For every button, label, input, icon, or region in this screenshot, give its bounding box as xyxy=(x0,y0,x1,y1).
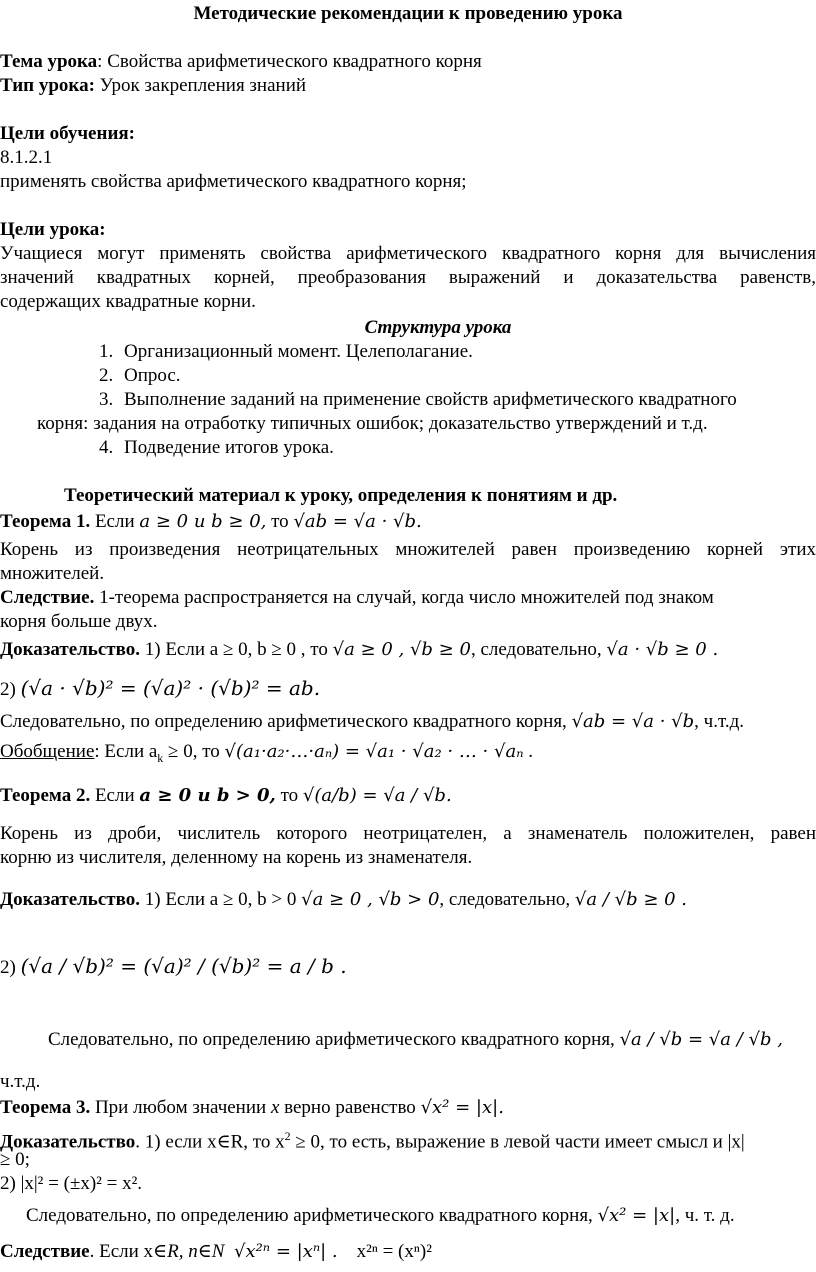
proof-3-step-2: 2) |x|² = (±x)² = x². xyxy=(0,1173,143,1194)
structure-item-3: 3. Выполнение заданий на применение свойств арифметического квадратного xyxy=(99,389,737,410)
type-value: Урок закрепления знаний xyxy=(94,75,307,96)
type-label: Тип урока: xyxy=(0,75,95,96)
proof-2-end: ч.т.д. xyxy=(0,1071,41,1092)
proof-3-step-1: Доказательство. 1) если x∈R, то $x^2 \ge 0$, то есть, выражение в левой части имеет смысл и |x| xyxy=(0,1129,745,1153)
theorem-1-formula: √ab = √a · √b. xyxy=(293,511,422,532)
structure-item-3-cont: корня: задания на отработку типичных ошибок; доказательство утверждений и т.д. xyxy=(37,413,708,434)
proof-3-conclusion: Следовательно, по определению арифметического квадратного корня, √x² = |x|, ч. т. д. xyxy=(26,1205,735,1226)
proof-2-step-1: Доказательство. 1) Если a ≥ 0, b > 0 √a ≥ 0 , √b > 0, следовательно, √a / √b ≥ 0 . xyxy=(0,889,688,910)
proof-2-step-2: 2) (√a / √b)² = (√a)² / (√b)² = a / b . xyxy=(0,954,347,978)
topic-value: : Свойства арифметического квадратного корня xyxy=(97,51,482,72)
proof-3-step-1-cont: ≥ 0; xyxy=(0,1149,30,1170)
theorem-1-text-1: Корень из произведения неотрицательных множителей равен произведению корней этих xyxy=(0,539,816,560)
document-title: Методические рекомендации к проведению урока xyxy=(193,3,623,24)
goal-code: 8.1.2.1 xyxy=(0,147,53,168)
generalization: Обобщение: Если $a_k \ge 0$, то √(a₁·a₂·…·aₙ) = √a₁ · √a₂ · … · √aₙ . xyxy=(0,741,533,765)
type-line xyxy=(0,74,816,98)
theorem-3: Теорема 3. При любом значении x верно равенство √x² = |x|. xyxy=(0,1097,504,1118)
theorem-1-text-2: множителей. xyxy=(0,563,105,584)
theorem-1: Теорема 1. Если a ≥ 0 и b ≥ 0, то √ab = √a · √b. xyxy=(0,511,422,532)
lesson-goals-heading: Цели урока: xyxy=(0,219,106,240)
corollary-1: Следствие. 1-теорема распространяется на случай, когда число множителей под знаком xyxy=(0,587,714,608)
goal-text: применять свойства арифметического квадратного корня; xyxy=(0,171,467,192)
theorem-2-formula: √(a/b) = √a / √b. xyxy=(302,785,452,806)
goals-heading: Цели обучения: xyxy=(0,123,135,144)
topic-label: Тема урока xyxy=(0,51,98,72)
corollary-1-cont: корня больше двух. xyxy=(0,611,158,632)
lesson-goals-line-3: содержащих квадратные корни. xyxy=(0,291,256,312)
theorem-2-text-2: корню из числителя, деленному на корень из знаменателя. xyxy=(0,847,473,868)
structure-item-2: 2. Опрос. xyxy=(99,365,181,386)
proof-1-step-1: Доказательство. 1) Если a ≥ 0, b ≥ 0 , то √a ≥ 0 , √b ≥ 0, следовательно, √a · √b ≥ 0 . xyxy=(0,639,719,660)
structure-item-4: 4. Подведение итогов урока. xyxy=(99,437,334,458)
corollary-3: Следствие. Если x∈R, n∈N √x²ⁿ = |xⁿ| . x²ⁿ = (xⁿ)² xyxy=(0,1241,432,1262)
structure-heading: Структура урока xyxy=(364,317,512,338)
proof-1-conclusion: Следовательно, по определению арифметического квадратного корня, √ab = √a · √b, ч.т.д. xyxy=(0,711,745,732)
proof-1-step-2: 2) (√a · √b)² = (√a)² · (√b)² = ab. xyxy=(0,676,321,700)
theory-heading: Теоретический материал к уроку, определения к понятиям и др. xyxy=(64,485,618,506)
lesson-goals-line-1: Учащиеся могут применять свойства арифметического квадратного корня для вычисления xyxy=(0,243,816,264)
theorem-2: Теорема 2. Если a ≥ 0 и b > 0, то √(a/b) = √a / √b. xyxy=(0,785,452,806)
lesson-goals-line-2: значений квадратных корней, преобразования выражений и доказательства равенств, xyxy=(0,267,816,288)
structure-item-1: 1. Организационный момент. Целеполагание. xyxy=(99,341,473,362)
proof-2-conclusion: Следовательно, по определению арифметического квадратного корня, √a / √b = √a / √b , xyxy=(48,1029,783,1050)
theorem-2-text-1: Корень из дроби, числитель которого неотрицателен, а знаменатель положителен, равен xyxy=(0,823,816,844)
topic-line xyxy=(0,50,816,74)
